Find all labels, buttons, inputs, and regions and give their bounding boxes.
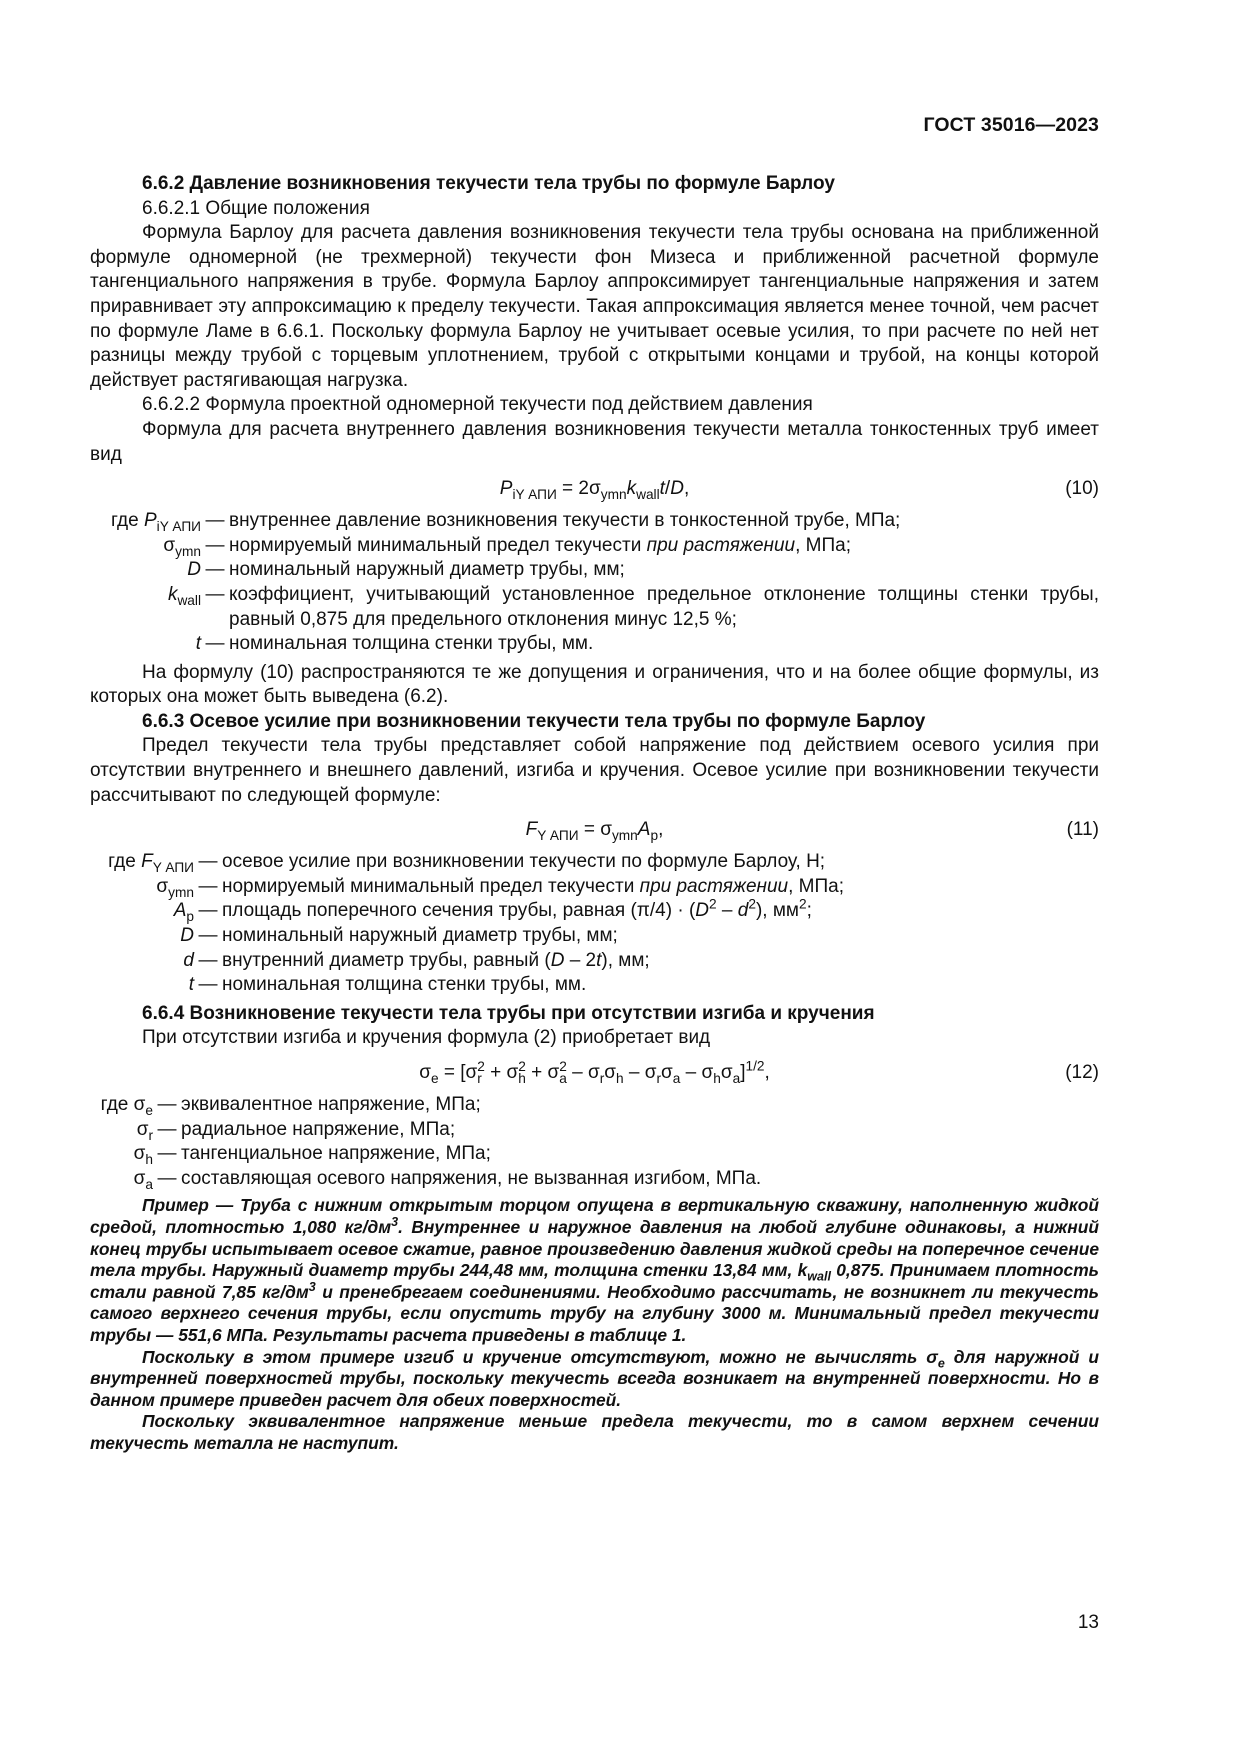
definition: номинальный наружный диаметр трубы, мм; — [222, 925, 618, 947]
definition: номинальная толщина стенки трубы, мм. — [222, 974, 587, 996]
formula-12 — [90, 1056, 1099, 1090]
symbol: $\sigma_a$ — [133, 1167, 153, 1192]
formula-expression: $F_{Y АПИ} = \sigma_{ymn}A_p$, — [525, 819, 664, 844]
example-paragraph: Пример — Труба с нижним открытым торцом опущена в вертикальную скважину, наполненную жидкой средой, плотностью 1,080 $кг/дм^3$. Внутреннее и наружное давления на любой глубине одинаковы, а нижний конец трубы испытывает осевое сжатие, равное произведению давления жидкой среды на поперечное сечение тела трубы. Наружный диаметр трубы 244,48 мм, толщина стенки 13,84 мм, $k_{wall}$ 0,875. Принимаем плотность стали равной 7,85 $кг/дм^3$ и пренебрегаем соединениями. Необходимо рассчитать, не возникнет ли текучесть самого верхнего сечения трубы, если опустить трубу на глубину 3000 м. Минимальный предел текучести трубы — 551,6 МПа. Результаты расчета приведены в таблице 1. — [90, 1195, 1099, 1345]
formula-expression: $P_{iY АПИ} = 2\sigma_{ymn}k_{wall}t/D$, — [499, 478, 690, 502]
definition: составляющая осевого напряжения, не вызванная изгибом, МПа. — [181, 1167, 762, 1189]
definition: площадь поперечного сечения трубы, равная $(\pi/4) \cdot (D^2 - d^2)$, $мм^2$; — [222, 897, 812, 922]
subheading-6-6-2-2: 6.6.2.2 Формула проектной одномерной текучести под действием давления — [142, 394, 813, 416]
heading-6-6-4: 6.6.4 Возникновение текучести тела трубы при отсутствии изгиба и кручения — [142, 1002, 875, 1024]
definition: нормируемый минимальный предел текучести при растяжении, МПа; — [229, 534, 851, 556]
subheading-6-6-2-1: 6.6.2.1 Общие положения — [142, 197, 370, 219]
where-list: где $\sigma_e$ — эквивалентное напряжение, МПа; $\sigma_r$ — радиальное напряжение, МПа; $\sigma_h$ — тангенциальное напряжение, МПа; $\sigma_a$ — составляющая осевого напряжения, не вызванная изгибом, МПа. — [90, 1093, 1099, 1191]
formula-number: (10) — [1065, 478, 1099, 500]
example-paragraph: Поскольку в этом примере изгиб и кручение отсутствуют, можно не вычислять $\sigma_e$ для наружной и внутренней поверхностей трубы, поскольку текучесть всегда возникает на внутренней поверхности. Но в данном примере приведен расчет для обеих поверхностей. — [90, 1346, 1099, 1410]
example-paragraph: Поскольку эквивалентное напряжение меньше предела текучести, то в самом верхнем сечении текучесть металла не наступит. — [90, 1411, 1099, 1453]
symbol: где $\sigma_e$ — [100, 1094, 153, 1118]
definition: нормируемый минимальный предел текучести при растяжении, МПа; — [222, 875, 844, 897]
definition: внутреннее давление возникновения текучести в тонкостенной трубе, МПа; — [229, 510, 901, 532]
page-number: 13 — [1077, 1612, 1099, 1633]
definition: эквивалентное напряжение, МПа; — [181, 1094, 481, 1115]
symbol: t — [195, 633, 201, 655]
symbol: D — [180, 925, 194, 947]
symbol: $\sigma_h$ — [133, 1143, 153, 1167]
definition: внутренний диаметр трубы, равный (D – 2t), мм; — [222, 949, 650, 971]
example-block — [90, 1195, 1099, 1454]
paragraph: Предел текучести тела трубы представляет собой напряжение под действием осевого усилия при отсутствии внутреннего и внешнего давлений, изгиба и кручения. Осевое усилие при возникновении текучести рассчитывают по следующей формуле: — [90, 735, 1099, 806]
definition: осевое усилие при возникновении текучести по формуле Барлоу, Н; — [222, 851, 826, 873]
symbol: $\sigma_{ymn}$ — [156, 875, 194, 900]
formula-11 — [90, 813, 1099, 847]
formula-number: (11) — [1066, 819, 1099, 841]
paragraph: Формула для расчета внутреннего давления возникновения текучести металла тонкостенных труб имеет вид — [90, 418, 1099, 465]
symbol: $k_{wall}$ — [167, 583, 201, 608]
symbol: где $F_{Y АПИ}$ — [108, 851, 194, 876]
definition: коэффициент, учитывающий установленное предельное отклонение толщины стенки трубы, равный 0,875 для предельного отклонения минус 12,5 %; — [229, 583, 1099, 630]
symbol: $A_p$ — [173, 900, 194, 925]
formula-10 — [90, 472, 1099, 506]
symbol: где $P_{iY АПИ}$ — [110, 510, 201, 534]
definition: тангенциальное напряжение, МПа; — [181, 1143, 491, 1165]
symbol: d — [183, 949, 194, 971]
definition: номинальный наружный диаметр трубы, мм; — [229, 559, 625, 581]
paragraph: Формула Барлоу для расчета давления возникновения текучести тела трубы основана на приближенной формуле одномерной (не трехмерной) текучести фон Мизеса и приближенной расчетной формуле тангенциального напряжения в трубе. Формула Барлоу аппроксимирует тангенциальные напряжения и затем приравнивает эту аппроксимацию к пределу текучести. Такая аппроксимация является менее точной, чем расчет по формуле Ламе в 6.6.1. Поскольку формула Барлоу не учитывает осевые усилия, то при расчете по ней нет разницы между трубой с торцевым уплотнением, трубой с открытыми концами и трубой, на концы которой действует растягивающая нагрузка. — [90, 222, 1099, 391]
symbol: D — [187, 559, 201, 581]
content — [90, 172, 1099, 1455]
heading-6-6-3: 6.6.3 Осевое усилие при возникновении текучести тела трубы по формуле Барлоу — [142, 710, 926, 732]
paragraph: При отсутствии изгиба и кручения формула (2) приобретает вид — [142, 1027, 711, 1049]
where-list: где $P_{iY АПИ}$ — внутреннее давление возникновения текучести в тонкостенной трубе, МПа; $\sigma_{ymn}$ — нормируемый минимальный предел текучести при растяжении, МПа; D — номинальный наружный диаметр трубы, мм; $k_{wall}$ — коэффициент, учитывающий установленное предельное отклонение толщины стенки трубы, равный 0,875 для предельного отклонения минус 12,5 %; t — номинальная толщина стенки трубы, мм. — [90, 509, 1099, 657]
definition: номинальная толщина стенки трубы, мм. — [229, 633, 594, 655]
symbol: $\sigma_r$ — [136, 1118, 153, 1143]
where-list: где $F_{Y АПИ}$ — осевое усилие при возникновении текучести по формуле Барлоу, Н; $\sigma_{ymn}$ — нормируемый минимальный предел текучести при растяжении, МПа; $A_p$ — площадь поперечного сечения трубы, равная $(\pi/4) \cdot (D^2 - d^2)$, $мм^2$; D — номинальный наружный диаметр трубы, мм; d — внутренний диаметр трубы, равный (D – 2t), мм; t — номинальная толщина стенки трубы, мм. — [90, 850, 1099, 998]
formula-number: (12) — [1065, 1062, 1099, 1083]
heading-6-6-2: 6.6.2 Давление возникновения текучести тела трубы по формуле Барлоу — [142, 173, 835, 194]
definition: радиальное напряжение, МПа; — [181, 1118, 456, 1140]
symbol: $\sigma_{ymn}$ — [163, 534, 201, 559]
document-header: ГОСТ 35016—2023 — [923, 114, 1099, 136]
formula-expression: $\sigma_e = [\sigma$ 2 r + σ 2 h + σ 2 a – $\sigma_r\sigma_h - \sigma_r\sigma_a - \sigma_h\sigma_a]^{1/2}$, — [419, 1058, 770, 1086]
symbol: t — [188, 974, 194, 996]
paragraph: На формулу (10) распространяются те же допущения и ограничения, что и на более общие формулы, из которых она может быть выведена (6.2). — [90, 661, 1099, 708]
